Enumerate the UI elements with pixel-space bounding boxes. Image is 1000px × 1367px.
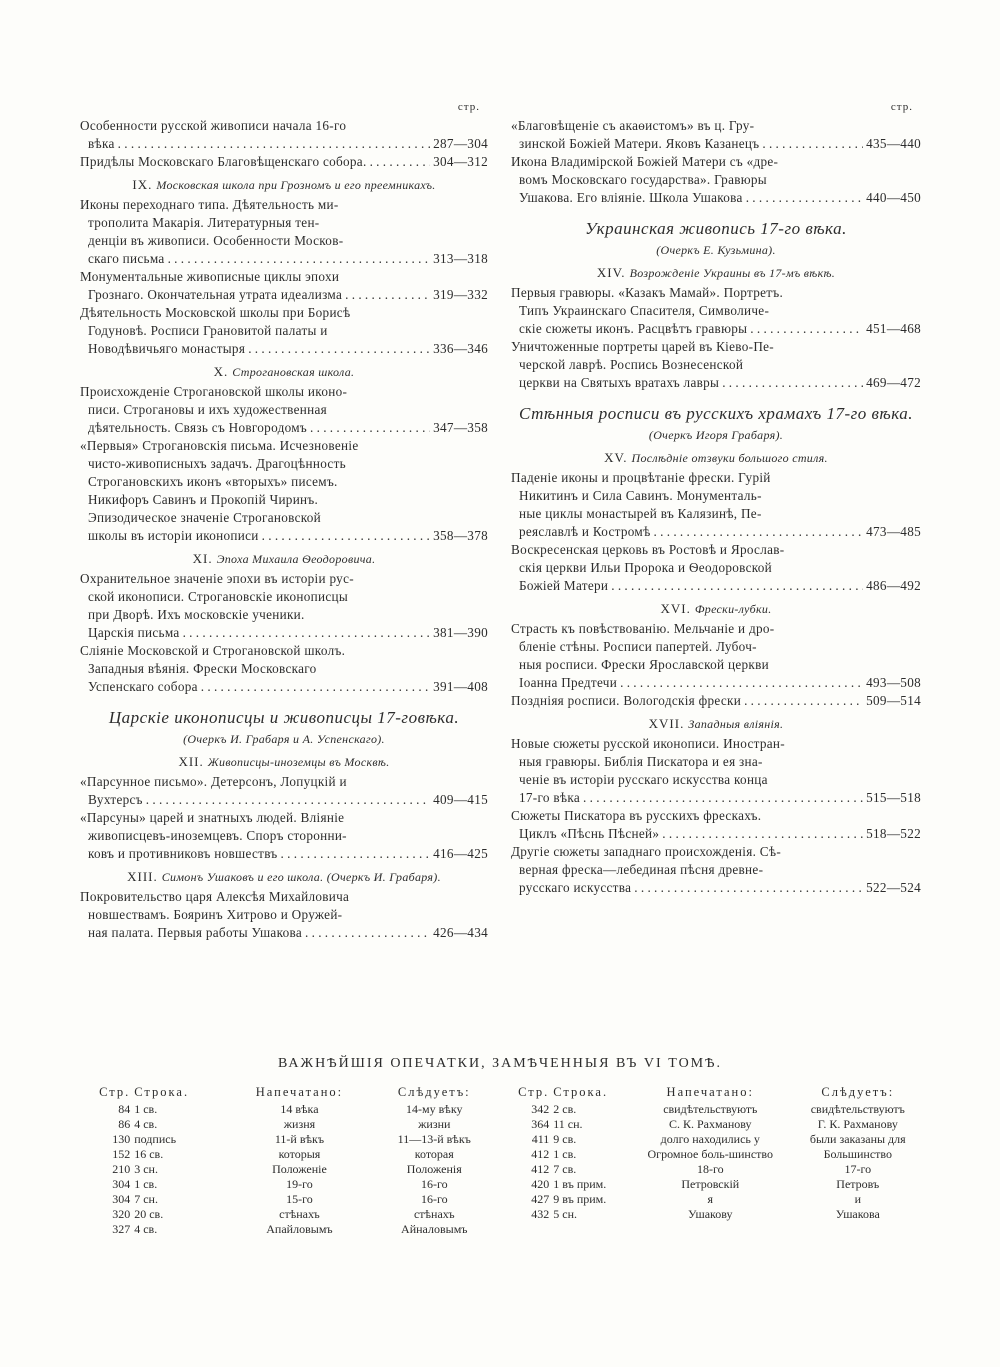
errata-correct: были заказаны для: [809, 1132, 906, 1146]
chapter-title: Живописцы-иноземцы въ Москвѣ.: [207, 755, 390, 769]
toc-entry-final-line: [80, 250, 488, 268]
toc-entry-final-line: [80, 286, 488, 304]
errata-line: 16 св.: [134, 1147, 164, 1161]
errata-page: 152: [112, 1147, 131, 1161]
toc-entry-final-line: [511, 789, 921, 807]
errata-header-row-label: Строка.: [134, 1085, 190, 1099]
errata-header-page: Стр.: [518, 1085, 550, 1099]
toc-entry-line: при Дворѣ. Ихъ московскіе ученики.: [88, 607, 305, 622]
errata-correct: жизни: [418, 1117, 451, 1131]
chapter-number: XIII.: [127, 869, 158, 884]
chapter-number: XII.: [178, 754, 204, 769]
errata-table-left: [76, 1085, 496, 1237]
toc-entry-line: реяславлѣ и Костромѣ: [519, 524, 651, 539]
toc-entry-final-line: [511, 523, 921, 541]
toc-entry-final-line: [80, 527, 488, 545]
chapter-title: Симонъ Ушаковъ и его школа. (Очеркъ И. Грабаря).: [161, 870, 441, 884]
toc-entry-final-line: [511, 135, 921, 153]
toc-entry: [80, 153, 488, 171]
toc-left-body: [80, 117, 488, 942]
errata-line: 11 сн.: [553, 1117, 583, 1131]
errata-correct: свидѣтельствуютъ: [810, 1102, 905, 1116]
toc-entry-line: ковъ и противниковъ новшествъ: [88, 846, 278, 861]
chapter-number: XVII.: [648, 716, 685, 731]
errata-header-row-label: Строка.: [553, 1085, 609, 1099]
errata-correct: Ушакова: [835, 1207, 880, 1221]
errata-line: 7 сн.: [134, 1192, 158, 1206]
errata-line: 4 св.: [134, 1117, 158, 1131]
toc-entry: [511, 284, 921, 338]
toc-entry-final-line: [80, 153, 488, 171]
toc-entry-final-line: [80, 845, 488, 863]
toc-entry-line: ные циклы монастырей въ Калязинѣ, Пе-: [519, 506, 762, 521]
errata-line: 9 въ прим.: [553, 1192, 607, 1206]
dot-leader: [262, 527, 431, 545]
errata-line: 5 сн.: [553, 1207, 577, 1221]
errata-printed: Ушакову: [688, 1207, 733, 1221]
section-author: (Очеркъ Игоря Грабаря).: [648, 428, 784, 442]
toc-entry-line: Типъ Украинскаго Спасителя, Символиче-: [519, 303, 770, 318]
toc-page-range: 336—346: [433, 341, 488, 356]
toc-entry-line: Воскресенская церковь въ Ростовѣ и Ярослав-: [511, 542, 785, 557]
errata-header-printed: Напечатано:: [666, 1085, 754, 1099]
errata-row: [506, 1102, 922, 1117]
errata-printed: С. К. Рахманову: [669, 1117, 752, 1131]
toc-entry: [80, 773, 488, 809]
toc-entry-line: Дѣятельность Московской школы при Борисѣ: [80, 305, 351, 320]
chapter-heading: [80, 550, 488, 568]
errata-line: 1 св.: [553, 1147, 577, 1161]
chapter-number: XI.: [192, 551, 213, 566]
dot-leader: [634, 879, 863, 897]
toc-entry-line: чисто-живописныхъ задачъ. Драгоцѣнность: [88, 456, 346, 471]
errata-printed: 14 вѣка: [280, 1102, 319, 1116]
chapter-number: IX.: [132, 177, 153, 192]
chapter-heading: [80, 176, 488, 194]
chapter-title: Западныя вліянія.: [688, 717, 784, 731]
toc-entry-line: дѣятельность. Связь съ Новгородомъ: [88, 420, 307, 435]
toc-page-range: 522—524: [866, 880, 921, 895]
toc-entry-line: ныя росписи. Фрески Ярославской церкви: [519, 657, 769, 672]
section-author: (Очеркъ И. Грабаря и А. Успенскаго).: [183, 732, 385, 746]
toc-entry-line: 17-го вѣка: [519, 790, 580, 805]
toc-entry-line: Покровительство царя Алексѣя Михайловича: [80, 889, 350, 904]
chapter-heading: [80, 753, 488, 771]
errata-printed: 11-й вѣкъ: [274, 1132, 325, 1146]
errata-printed: 15-го: [286, 1192, 313, 1206]
toc-page-range: 416—425: [433, 846, 488, 861]
toc-entry-final-line: [511, 674, 921, 692]
toc-right-body: [511, 117, 921, 897]
toc-page-range: 509—514: [866, 693, 921, 708]
errata-correct: 16-го: [420, 1177, 448, 1191]
dot-leader: [281, 845, 431, 863]
toc-entry-line: скія церкви Ильи Пророка и Ѳеодоровской: [519, 560, 773, 575]
errata-printed: стѣнахъ: [279, 1207, 320, 1221]
errata-page: 427: [531, 1192, 550, 1206]
errata-correct: 14-му вѣку: [406, 1102, 463, 1116]
errata-header-row: [76, 1085, 496, 1102]
toc-entry-line: Сліяніе Московской и Строгановской школъ.: [80, 643, 346, 658]
errata-row: [506, 1162, 922, 1177]
toc-entry-line: ныя гравюры. Библія Пискатора и ея зна-: [519, 754, 763, 769]
toc-entry-final-line: [511, 320, 921, 338]
chapter-number: XV.: [604, 450, 628, 465]
errata-page: 420: [531, 1177, 550, 1191]
toc-entry-line: верная фреска—лебединая пѣсня древне-: [519, 862, 764, 877]
toc-entry: [511, 620, 921, 692]
errata-printed: Петровскій: [681, 1177, 740, 1191]
chapter-heading: [511, 264, 921, 282]
toc-entry: [511, 692, 921, 710]
toc-entry: [511, 338, 921, 392]
chapter-title: Московская школа при Грозномъ и его преемникахъ.: [156, 178, 436, 192]
errata-printed: долго находились у: [660, 1132, 760, 1146]
toc-entry-line: «Первыя» Строгановскія письма. Исчезновеніе: [80, 438, 359, 453]
errata-page: 210: [112, 1162, 131, 1176]
errata-page: 364: [531, 1117, 550, 1131]
errata-row: [506, 1117, 922, 1132]
toc-entry: [80, 437, 488, 545]
toc-entry: [511, 843, 921, 897]
errata-row: [76, 1162, 496, 1177]
toc-entry-final-line: [80, 624, 488, 642]
toc-entry-line: Монументальные живописные циклы эпохи: [80, 269, 340, 284]
toc-entry-line: Происхожденіе Строгановской школы иконо-: [80, 384, 348, 399]
chapter-title: Фрески-лубки.: [694, 602, 772, 616]
toc-entry-line: Новодѣвичьяго монастыря: [88, 341, 246, 356]
dot-leader: [762, 135, 863, 153]
errata-correct: 11—13-й вѣкъ: [397, 1132, 471, 1146]
errata-row: [76, 1147, 496, 1162]
dot-leader: [310, 419, 430, 437]
toc-entry: [80, 570, 488, 642]
errata-correct: 17-го: [844, 1162, 872, 1176]
toc-page-range: 486—492: [866, 578, 921, 593]
errata-line: 1 въ прим.: [553, 1177, 607, 1191]
section-title: Царскіе иконописцы и живописцы 17-говѣка.: [108, 708, 460, 727]
toc-page-range: 287—304: [433, 136, 488, 151]
toc-entry-final-line: [511, 879, 921, 897]
errata-correct: и: [854, 1192, 861, 1206]
toc-entry-line: русскаго искусства: [519, 880, 632, 895]
errata-page: 412: [531, 1162, 550, 1176]
chapter-heading: [511, 449, 921, 467]
toc-entry: [511, 469, 921, 541]
errata-correct: 16-го: [420, 1192, 448, 1206]
errata-title: ВАЖНѢЙШІЯ ОПЕЧАТКИ, ЗАМѢЧЕННЫЯ ВЪ VI ТОМѢ.: [277, 1056, 723, 1071]
errata-line: 4 св.: [134, 1222, 158, 1236]
toc-entry-line: новшествамъ. Бояринъ Хитрово и Оружей-: [88, 907, 343, 922]
toc-page-range: 347—358: [433, 420, 488, 435]
toc-entry-line: Строгановскихъ иконъ «вторыхъ» писемъ.: [88, 474, 338, 489]
chapter-heading: [511, 715, 921, 733]
toc-entry-line: вомъ Московскаго государства». Гравюры: [519, 172, 767, 187]
toc-entry-line: Охранительное значеніе эпохи въ исторіи рус-: [80, 571, 354, 586]
errata-printed: жизня: [283, 1117, 316, 1131]
toc-entry-final-line: [80, 791, 488, 809]
toc-entry-line: зинской Божіей Матери. Яковъ Казанецъ: [519, 136, 760, 151]
toc-entry-line: Придѣлы Московскаго Благовѣщенскаго собора.: [80, 154, 367, 169]
toc-entry-line: церкви на Святыхъ вратахъ лавры: [519, 375, 720, 390]
toc-entry: [80, 809, 488, 863]
errata-row: [76, 1177, 496, 1192]
chapter-title: Эпоха Михаила Ѳеодоровича.: [216, 552, 376, 566]
errata-row: [506, 1192, 922, 1207]
errata-page: 342: [531, 1102, 550, 1116]
toc-entry-line: Никифоръ Савинъ и Прокопій Чиринъ.: [88, 492, 319, 507]
errata-header-correct: Слѣдуетъ:: [397, 1085, 471, 1099]
errata-printed: свидѣтельствуютъ: [663, 1102, 758, 1116]
toc-entry-line: Никитинъ и Сила Савинъ. Монументаль-: [519, 488, 762, 503]
errata-printed: Огромное боль-шинство: [647, 1147, 774, 1161]
toc-page-range: 493—508: [866, 675, 921, 690]
errata-printed: Апайловымъ: [266, 1222, 333, 1236]
toc-entry: [80, 196, 488, 268]
toc-entry-line: Іоанна Предтечи: [519, 675, 618, 690]
toc-entry-final-line: [511, 374, 921, 392]
section-title: Стѣнныя росписи въ русскихъ храмахъ 17-го вѣка.: [519, 404, 913, 423]
dot-leader: [722, 374, 863, 392]
errata-printed: я: [707, 1192, 714, 1206]
dot-leader: [744, 692, 863, 710]
errata-row: [76, 1207, 496, 1222]
toc-page-range: 409—415: [433, 792, 488, 807]
errata-row: [76, 1192, 496, 1207]
toc-page-range: 304—312: [433, 154, 488, 169]
dot-leader: [345, 286, 430, 304]
toc-entry-line: ской иконописи. Строгановскіе иконописцы: [88, 589, 348, 604]
errata-page: 327: [112, 1222, 131, 1236]
toc-entry-line: Другіе сюжеты западнаго происхожденія. Сѣ-: [511, 844, 782, 859]
errata-row: [506, 1177, 922, 1192]
toc-entry: [511, 807, 921, 843]
toc-page-range: 391—408: [433, 679, 488, 694]
page-column-label: стр.: [457, 101, 480, 113]
toc-entry-line: черской лаврѣ. Роспись Вознесенской: [519, 357, 744, 372]
toc-entry-line: «Парсунное письмо». Детерсонъ, Лопуцкій и: [80, 774, 347, 789]
chapter-number: X.: [213, 364, 229, 379]
errata-page: 130: [112, 1132, 131, 1146]
chapter-heading: [80, 868, 488, 886]
chapter-heading: [80, 363, 488, 381]
errata-header-printed: Напечатано:: [255, 1085, 344, 1099]
toc-left-column: [80, 100, 488, 942]
toc-entry-final-line: [511, 825, 921, 843]
errata-line: подпись: [134, 1132, 177, 1146]
toc-entry: [80, 268, 488, 304]
toc-page-range: 515—518: [866, 790, 921, 805]
toc-entry-line: Годуновѣ. Росписи Грановитой палаты и: [88, 323, 328, 338]
errata-line: 1 св.: [134, 1177, 158, 1191]
dot-leader: [168, 250, 431, 268]
errata-printed: которыя: [278, 1147, 321, 1161]
chapter-heading: [511, 600, 921, 618]
section-author: (Очеркъ Е. Кузьмина).: [656, 243, 776, 257]
toc-entry: [80, 888, 488, 942]
dot-leader: [611, 577, 863, 595]
errata-header-row: [506, 1085, 922, 1102]
toc-entry-line: Уничтоженные портреты царей въ Кіево-Пе-: [511, 339, 774, 354]
toc-entry-line: Циклъ «Пѣснь Пѣсней»: [519, 826, 660, 841]
toc-entry-line: Вухтерсъ: [88, 792, 143, 807]
errata-header-correct: Слѣдуетъ:: [821, 1085, 895, 1099]
toc-entry: [511, 117, 921, 153]
toc-entry-line: скіе сюжеты иконъ. Расцвѣтъ гравюры: [519, 321, 748, 336]
errata-printed: Положеніе: [272, 1162, 327, 1176]
errata-page: 84: [118, 1102, 131, 1116]
toc-page-range: 469—472: [866, 375, 921, 390]
toc-entry-line: Страсть къ повѣствованію. Мельчаніе и дро-: [511, 621, 775, 636]
toc-entry-line: Паденіе иконы и процвѣтаніе фрески. Гурій: [511, 470, 771, 485]
section-title: Украинская живопись 17-го вѣка.: [585, 219, 847, 238]
toc-entry-line: Ушакова. Его вліяніе. Школа Ушакова: [519, 190, 743, 205]
toc-entry-final-line: [80, 924, 488, 942]
toc-entry-final-line: [80, 340, 488, 358]
toc-entry-line: трополита Макарія. Литературныя тен-: [88, 215, 320, 230]
errata-correct: которая: [414, 1147, 454, 1161]
errata-correct: стѣнахъ: [413, 1207, 455, 1221]
errata-row: [76, 1132, 496, 1147]
toc-entry-line: Икона Владимірской Божіей Матери съ «дре-: [511, 154, 779, 169]
errata-left-body: [76, 1102, 496, 1237]
toc-entry-line: Поздніяя росписи. Вологодскія фрески: [511, 693, 742, 708]
errata-page: 320: [112, 1207, 131, 1221]
toc-entry: [80, 642, 488, 696]
toc-entry-line: Первыя гравюры. «Казакъ Мамай». Портретъ.: [511, 285, 784, 300]
toc-entry-line: живописцевъ-иноземцевъ. Споръ сторонни-: [88, 828, 347, 843]
toc-entry-line: писи. Строгановы и ихъ художественная: [88, 402, 327, 417]
dot-leader: [118, 135, 430, 153]
errata-page: 304: [112, 1177, 131, 1191]
toc-entry-line: Сюжеты Пискатора въ русскихъ фрескахъ.: [511, 808, 762, 823]
toc-entry-line: денціи въ живописи. Особенности Москов-: [88, 233, 344, 248]
errata-line: 20 св.: [134, 1207, 164, 1221]
dot-leader: [746, 189, 863, 207]
errata-line: 9 св.: [553, 1132, 577, 1146]
toc-entry-final-line: [511, 692, 921, 710]
errata-line: 3 сн.: [134, 1162, 158, 1176]
toc-entry-line: ченіе въ исторіи русскаго искусства конца: [519, 772, 768, 787]
errata-row: [506, 1147, 922, 1162]
errata-row: [76, 1222, 496, 1237]
chapter-number: XIV.: [596, 265, 626, 280]
toc-entry-line: Успенскаго собора: [88, 679, 198, 694]
dot-leader: [583, 789, 863, 807]
errata-line: 2 св.: [553, 1102, 577, 1116]
toc-entry-line: Божіей Матери: [519, 578, 609, 593]
toc-entry: [80, 304, 488, 358]
errata-line: 1 св.: [134, 1102, 158, 1116]
toc-entry-final-line: [80, 678, 488, 696]
toc-entry-line: ная палата. Первыя работы Ушакова: [88, 925, 303, 940]
dot-leader: [654, 523, 864, 541]
toc-entry-final-line: [511, 189, 921, 207]
errata-page: 304: [112, 1192, 131, 1206]
dot-leader: [370, 153, 431, 171]
toc-entry-final-line: [80, 135, 488, 153]
dot-leader: [183, 624, 431, 642]
dot-leader: [146, 791, 430, 809]
toc-entry: [80, 383, 488, 437]
toc-entry-line: Иконы переходнаго типа. Дѣятельность ми-: [80, 197, 339, 212]
toc-entry-line: Царскія письма: [88, 625, 180, 640]
toc-entry-line: Эпизодическое значеніе Строгановской: [88, 510, 322, 525]
chapter-title: Строгановская школа.: [232, 365, 355, 379]
toc-entry-line: «Парсуны» царей и знатныхъ людей. Вліяніе: [80, 810, 345, 825]
toc-page-range: 473—485: [866, 524, 921, 539]
dot-leader: [750, 320, 863, 338]
errata-table-right: [506, 1085, 922, 1222]
errata-correct: Петровъ: [836, 1177, 880, 1191]
toc-page-range: 440—450: [866, 190, 921, 205]
toc-entry-line: бленіе стѣны. Росписи папертей. Лубоч-: [519, 639, 757, 654]
dot-leader: [662, 825, 863, 843]
toc-entry-final-line: [80, 419, 488, 437]
toc-entry-line: Грознаго. Окончательная утрата идеализма: [88, 287, 343, 302]
toc-entry-line: «Благовѣщеніе съ акаѳистомъ» въ ц. Гру-: [511, 118, 755, 133]
dot-leader: [305, 924, 430, 942]
toc-entry: [511, 541, 921, 595]
errata-printed: 19-го: [286, 1177, 313, 1191]
toc-page-range: 435—440: [866, 136, 921, 151]
toc-entry-final-line: [511, 577, 921, 595]
errata-correct: Большинство: [823, 1147, 892, 1161]
toc-page-range: 358—378: [433, 528, 488, 543]
toc-entry-line: Новые сюжеты русской иконописи. Иностран-: [511, 736, 785, 751]
errata-correct: Г. К. Рахманову: [817, 1117, 898, 1131]
toc-page-range: 319—332: [433, 287, 488, 302]
errata-page: 412: [531, 1147, 550, 1161]
errata-correct: Айналовымъ: [401, 1222, 468, 1236]
toc-entry-line: Западныя вѣянія. Фрески Московскаго: [88, 661, 317, 676]
toc-entry: [511, 153, 921, 207]
errata-line: 7 св.: [553, 1162, 577, 1176]
toc-page-range: 381—390: [433, 625, 488, 640]
dot-leader: [201, 678, 430, 696]
errata-row: [76, 1117, 496, 1132]
toc-page-range: 518—522: [866, 826, 921, 841]
errata-header-page: Стр.: [99, 1085, 131, 1099]
page-column-label: стр.: [890, 101, 913, 113]
toc-entry: [80, 117, 488, 153]
errata-page: 411: [531, 1132, 550, 1146]
toc-entry-line: Особенности русской живописи начала 16-го: [80, 118, 347, 133]
toc-page-range: 313—318: [433, 251, 488, 266]
toc-entry-line: школы въ исторіи иконописи: [88, 528, 259, 543]
toc-page-range: 451—468: [866, 321, 921, 336]
toc-entry: [511, 735, 921, 807]
errata-correct: Положенія: [406, 1162, 462, 1176]
toc-right-column: [511, 100, 921, 897]
errata-page: 86: [118, 1117, 131, 1131]
toc-entry-line: вѣка: [88, 136, 115, 151]
toc-entry-line: скаго письма: [88, 251, 165, 266]
errata-page: 432: [531, 1207, 550, 1221]
toc-page-range: 426—434: [433, 925, 488, 940]
errata-row: [506, 1132, 922, 1147]
dot-leader: [248, 340, 430, 358]
errata-row: [76, 1102, 496, 1117]
errata-printed: 18-го: [696, 1162, 724, 1176]
chapter-number: XVI.: [660, 601, 691, 616]
chapter-title: Послѣдніе отзвуки большого стиля.: [631, 451, 828, 465]
errata-right-body: [506, 1102, 922, 1222]
dot-leader: [620, 674, 863, 692]
errata-row: [506, 1207, 922, 1222]
chapter-title: Возрожденіе Украины въ 17-мъ вѣкѣ.: [629, 266, 836, 280]
